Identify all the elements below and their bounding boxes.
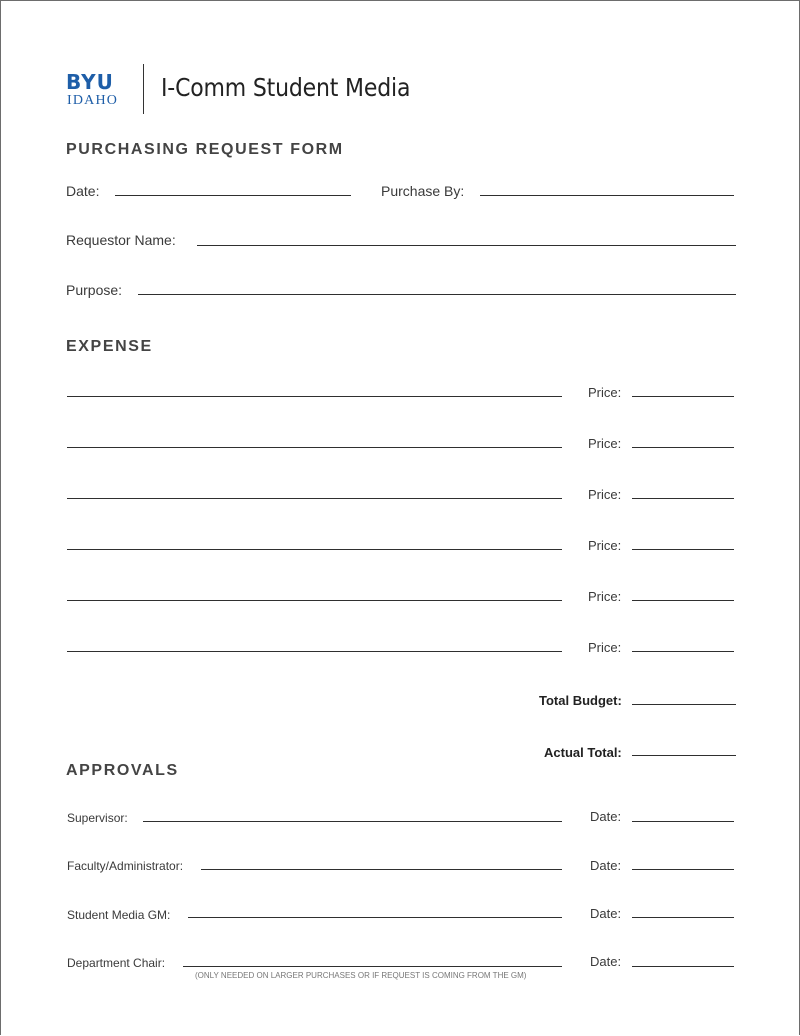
price-label: Price: <box>588 538 622 553</box>
approval-date-label: Date: <box>590 954 622 969</box>
approval-date-label: Date: <box>590 809 622 824</box>
approval-date-field[interactable] <box>632 869 734 870</box>
price-label: Price: <box>588 640 622 655</box>
idaho-logo-text: IDAHO <box>67 93 119 108</box>
brand-title: I-Comm Student Media <box>161 73 411 102</box>
faculty-administrator-label: Faculty/Administrator: <box>67 859 184 873</box>
price-label: Price: <box>588 487 622 502</box>
expense-item-field[interactable] <box>67 498 562 499</box>
purpose-field[interactable] <box>138 294 736 295</box>
price-field[interactable] <box>632 549 734 550</box>
student-media-gm-label: Student Media GM: <box>67 908 171 922</box>
approval-date-label: Date: <box>590 906 622 921</box>
actual-total-label: Actual Total: <box>544 745 622 760</box>
total-budget-label: Total Budget: <box>539 693 622 708</box>
department-chair-label: Department Chair: <box>67 956 166 970</box>
supervisor-label: Supervisor: <box>67 811 128 825</box>
price-label: Price: <box>588 436 622 451</box>
date-label: Date: <box>66 183 100 199</box>
price-field[interactable] <box>632 651 734 652</box>
department-chair-signature-field[interactable] <box>183 966 562 967</box>
supervisor-signature-field[interactable] <box>143 821 562 822</box>
student-media-gm-signature-field[interactable] <box>188 917 562 918</box>
date-field[interactable] <box>115 195 351 196</box>
approval-date-field[interactable] <box>632 917 734 918</box>
requestor-name-field[interactable] <box>197 245 736 246</box>
approvals-heading: APPROVALS <box>66 762 179 779</box>
faculty-administrator-signature-field[interactable] <box>201 869 562 870</box>
expense-item-field[interactable] <box>67 396 562 397</box>
expense-item-field[interactable] <box>67 549 562 550</box>
actual-total-field[interactable] <box>632 755 736 756</box>
price-label: Price: <box>588 385 622 400</box>
byu-logo-text: BYU <box>66 70 114 94</box>
expense-item-field[interactable] <box>67 447 562 448</box>
approval-date-field[interactable] <box>632 966 734 967</box>
approval-date-label: Date: <box>590 858 622 873</box>
expense-item-field[interactable] <box>67 651 562 652</box>
purchase-by-label: Purchase By: <box>381 183 465 199</box>
price-field[interactable] <box>632 447 734 448</box>
price-label: Price: <box>588 589 622 604</box>
form-title: PURCHASING REQUEST FORM <box>66 141 344 158</box>
purchase-by-field[interactable] <box>480 195 734 196</box>
price-field[interactable] <box>632 396 734 397</box>
approval-date-field[interactable] <box>632 821 734 822</box>
expense-heading: EXPENSE <box>66 338 153 355</box>
expense-item-field[interactable] <box>67 600 562 601</box>
department-chair-note: (ONLY NEEDED ON LARGER PURCHASES OR IF REQUEST IS COMING FROM THE GM) <box>195 971 527 980</box>
header-divider <box>143 64 144 114</box>
purpose-label: Purpose: <box>66 282 123 298</box>
requestor-name-label: Requestor Name: <box>66 232 176 248</box>
price-field[interactable] <box>632 600 734 601</box>
price-field[interactable] <box>632 498 734 499</box>
total-budget-field[interactable] <box>632 704 736 705</box>
